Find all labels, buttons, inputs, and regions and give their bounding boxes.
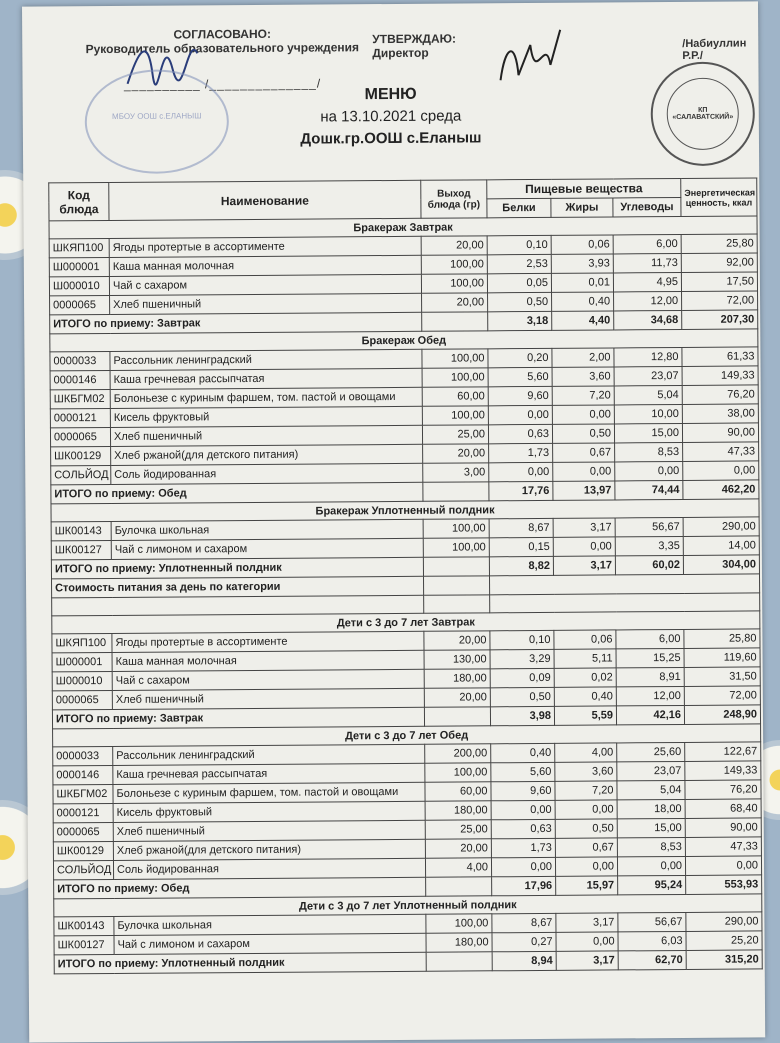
dish-code: ШК00129 bbox=[53, 841, 113, 860]
col-nutrients: Пищевые вещества bbox=[487, 178, 681, 198]
dish-fat: 7,20 bbox=[555, 781, 617, 800]
dish-fat: 0,00 bbox=[553, 537, 615, 556]
dish-protein: 0,50 bbox=[488, 292, 552, 311]
dish-protein: 0,10 bbox=[490, 630, 554, 649]
dish-energy: 76,20 bbox=[682, 385, 758, 405]
dish-carbs: 11,73 bbox=[613, 253, 681, 272]
dish-fat: 0,50 bbox=[555, 819, 617, 838]
total-label: ИТОГО по приему: Завтрак bbox=[52, 707, 424, 729]
dish-protein: 1,73 bbox=[489, 443, 553, 462]
dish-name: Соль йодированная bbox=[113, 858, 425, 879]
total-yield bbox=[422, 312, 488, 331]
dish-yield: 100,00 bbox=[421, 274, 487, 293]
dish-fat: 0,40 bbox=[554, 687, 616, 706]
dish-protein: 0,00 bbox=[491, 857, 555, 876]
menu-sheet bbox=[22, 1, 765, 1042]
dish-fat: 0,06 bbox=[551, 235, 613, 254]
dish-energy: 72,00 bbox=[682, 291, 758, 311]
dish-fat: 0,40 bbox=[552, 292, 614, 311]
cost-cell bbox=[423, 576, 489, 595]
dish-code: 0000121 bbox=[53, 803, 113, 822]
dish-fat: 7,20 bbox=[552, 386, 614, 405]
empty-cell bbox=[424, 595, 490, 613]
total-carbs: 95,24 bbox=[618, 875, 686, 894]
dish-fat: 3,93 bbox=[551, 254, 613, 273]
dish-code: ШК00143 bbox=[51, 521, 111, 540]
dish-code: ШКЯП100 bbox=[52, 633, 112, 652]
dish-name: Соль йодированная bbox=[111, 463, 423, 484]
dish-protein: 0,63 bbox=[488, 424, 552, 443]
dish-energy: 119,60 bbox=[684, 648, 760, 668]
dish-carbs: 23,07 bbox=[617, 761, 685, 780]
dish-yield: 180,00 bbox=[426, 933, 492, 952]
dish-name: Рассольник ленинградский bbox=[110, 349, 422, 370]
dish-name: Каша манная молочная bbox=[109, 255, 421, 276]
dish-carbs: 25,60 bbox=[617, 742, 685, 761]
dish-fat: 0,00 bbox=[552, 405, 614, 424]
total-fat: 15,97 bbox=[556, 876, 618, 895]
dish-fat: 0,00 bbox=[556, 932, 618, 951]
dish-name: Хлеб ржаной(для детского питания) bbox=[111, 444, 423, 465]
dish-carbs: 0,00 bbox=[615, 461, 683, 480]
dish-code: 0000121 bbox=[50, 408, 110, 427]
dish-yield: 20,00 bbox=[424, 631, 490, 650]
dish-code: ШК00127 bbox=[51, 540, 111, 559]
agreed-label: СОГЛАСОВАНО: bbox=[173, 26, 271, 42]
dish-name: Хлеб пшеничный bbox=[110, 293, 422, 314]
total-energy: 462,20 bbox=[683, 480, 759, 500]
menu-title: МЕНЮ bbox=[364, 85, 417, 104]
section-title: Дети с 3 до 7 лет Уплотненный полдник bbox=[54, 894, 762, 917]
dish-yield: 100,00 bbox=[422, 368, 488, 387]
dish-protein: 0,00 bbox=[491, 800, 555, 819]
dish-protein: 0,05 bbox=[487, 273, 551, 292]
dish-yield: 180,00 bbox=[424, 669, 490, 688]
dish-fat: 0,00 bbox=[553, 462, 615, 481]
dish-name: Чай с лимоном и сахаром bbox=[114, 933, 426, 954]
total-label: ИТОГО по приему: Уплотненный полдник bbox=[54, 952, 426, 974]
dish-code: ШКЯП100 bbox=[49, 238, 109, 257]
dish-name: Кисель фруктовый bbox=[110, 406, 422, 427]
dish-protein: 3,29 bbox=[490, 649, 554, 668]
dish-protein: 9,60 bbox=[488, 386, 552, 405]
total-carbs: 42,16 bbox=[616, 705, 684, 724]
dish-energy: 290,00 bbox=[683, 517, 759, 537]
dish-yield: 180,00 bbox=[425, 801, 491, 820]
signature-line: __________ /______________/ bbox=[123, 76, 322, 92]
dish-energy: 122,67 bbox=[685, 742, 761, 762]
total-protein: 17,96 bbox=[492, 876, 556, 895]
dish-name: Болоньезе с куриным фаршем, том. пастой и овощами bbox=[113, 782, 425, 803]
dish-carbs: 5,04 bbox=[617, 780, 685, 799]
total-fat: 5,59 bbox=[554, 706, 616, 725]
dish-carbs: 15,25 bbox=[616, 648, 684, 667]
dish-energy: 72,00 bbox=[684, 686, 760, 706]
dish-yield: 130,00 bbox=[424, 650, 490, 669]
dish-protein: 0,63 bbox=[491, 819, 555, 838]
dish-energy: 92,00 bbox=[681, 253, 757, 273]
total-energy: 553,93 bbox=[686, 875, 762, 895]
dish-carbs: 0,00 bbox=[617, 856, 685, 875]
dish-name: Чай с лимоном и сахаром bbox=[111, 538, 423, 559]
dish-energy: 14,00 bbox=[683, 536, 759, 556]
dish-code: ШКБГМ02 bbox=[53, 784, 113, 803]
menu-date: на 13.10.2021 среда bbox=[320, 107, 462, 126]
dish-fat: 3,60 bbox=[555, 762, 617, 781]
dish-fat: 0,00 bbox=[555, 857, 617, 876]
total-label: ИТОГО по приему: Завтрак bbox=[50, 312, 422, 334]
total-label: ИТОГО по приему: Уплотненный полдник bbox=[51, 557, 423, 579]
menu-body bbox=[49, 216, 762, 974]
col-name: Наименование bbox=[109, 180, 421, 220]
dish-yield: 100,00 bbox=[423, 538, 489, 557]
dish-code: 0000065 bbox=[50, 427, 110, 446]
total-fat: 4,40 bbox=[552, 311, 614, 330]
dish-protein: 0,20 bbox=[488, 348, 552, 367]
dish-code: Ш000001 bbox=[49, 257, 109, 276]
dish-fat: 0,00 bbox=[555, 800, 617, 819]
total-energy: 315,20 bbox=[686, 950, 762, 970]
total-yield bbox=[424, 707, 490, 726]
director-label: Директор bbox=[372, 45, 429, 61]
dish-name: Каша гречневая рассыпчатая bbox=[113, 763, 425, 784]
dish-energy: 47,33 bbox=[683, 442, 759, 462]
total-label: ИТОГО по приему: Обед bbox=[54, 877, 426, 899]
dish-energy: 90,00 bbox=[682, 423, 758, 443]
dish-carbs: 12,00 bbox=[614, 291, 682, 310]
dish-code: ШК00129 bbox=[51, 446, 111, 465]
dish-fat: 3,17 bbox=[556, 913, 618, 932]
dish-code: СОЛЬЙОД bbox=[53, 860, 113, 879]
dish-fat: 3,60 bbox=[552, 367, 614, 386]
total-protein: 8,82 bbox=[489, 556, 553, 575]
dish-energy: 76,20 bbox=[685, 780, 761, 800]
approve-label: УТВЕРЖДАЮ: bbox=[372, 31, 457, 47]
total-protein: 3,98 bbox=[490, 706, 554, 725]
col-fat: Жиры bbox=[551, 198, 613, 217]
dish-carbs: 4,95 bbox=[613, 272, 681, 291]
dish-code: СОЛЬЙОД bbox=[51, 465, 111, 484]
dish-fat: 0,67 bbox=[555, 838, 617, 857]
menu-place: Дошк.гр.ООШ с.Еланыш bbox=[300, 129, 482, 148]
dish-name: Ягоды протертые в ассортименте bbox=[112, 631, 424, 652]
director-name: /Набиуллин Р.Р./ bbox=[682, 37, 747, 62]
total-yield bbox=[426, 877, 492, 896]
dish-name: Чай с сахаром bbox=[109, 274, 421, 295]
dish-code: 0000065 bbox=[52, 690, 112, 709]
total-label: ИТОГО по приему: Обед bbox=[51, 482, 423, 504]
dish-protein: 2,53 bbox=[487, 254, 551, 273]
dish-yield: 3,00 bbox=[423, 463, 489, 482]
total-energy: 248,90 bbox=[684, 705, 760, 725]
dish-yield: 20,00 bbox=[423, 444, 489, 463]
dish-code: 0000033 bbox=[53, 746, 113, 765]
dish-fat: 0,06 bbox=[554, 630, 616, 649]
dish-fat: 0,02 bbox=[554, 668, 616, 687]
dish-energy: 38,00 bbox=[682, 404, 758, 424]
total-carbs: 74,44 bbox=[615, 480, 683, 499]
dish-energy: 149,33 bbox=[685, 761, 761, 781]
total-carbs: 60,02 bbox=[615, 555, 683, 574]
dish-protein: 0,10 bbox=[487, 235, 551, 254]
dish-yield: 25,00 bbox=[425, 820, 491, 839]
dish-energy: 47,33 bbox=[685, 837, 761, 857]
dish-fat: 3,17 bbox=[553, 518, 615, 537]
section-title: Бракераж Обед bbox=[50, 329, 758, 352]
dish-energy: 25,20 bbox=[686, 931, 762, 951]
dish-carbs: 12,80 bbox=[614, 347, 682, 366]
dish-energy: 61,33 bbox=[682, 347, 758, 367]
col-code: Код блюда bbox=[49, 182, 109, 220]
dish-code: Ш000010 bbox=[49, 276, 109, 295]
dish-energy: 149,33 bbox=[682, 366, 758, 386]
col-protein: Белки bbox=[487, 198, 551, 217]
section-title: Бракераж Уплотненный полдник bbox=[51, 499, 759, 522]
total-carbs: 62,70 bbox=[618, 950, 686, 969]
dish-protein: 0,00 bbox=[488, 405, 552, 424]
dish-name: Булочка школьная bbox=[114, 914, 426, 935]
dish-protein: 0,09 bbox=[490, 668, 554, 687]
dish-yield: 20,00 bbox=[424, 688, 490, 707]
dish-carbs: 18,00 bbox=[617, 799, 685, 818]
dish-name: Кисель фруктовый bbox=[113, 801, 425, 822]
dish-yield: 20,00 bbox=[425, 839, 491, 858]
dish-energy: 0,00 bbox=[685, 856, 761, 876]
dish-protein: 1,73 bbox=[491, 838, 555, 857]
dish-carbs: 8,53 bbox=[615, 442, 683, 461]
dish-carbs: 56,67 bbox=[615, 517, 683, 536]
empty-cell bbox=[490, 593, 760, 613]
dish-name: Рассольник ленинградский bbox=[113, 744, 425, 765]
total-carbs: 34,68 bbox=[614, 310, 682, 329]
dish-carbs: 56,67 bbox=[618, 912, 686, 931]
dish-carbs: 8,91 bbox=[616, 667, 684, 686]
school-stamp-text: МБОУ ООШ с.ЕЛАНЫШ bbox=[111, 111, 202, 121]
dish-protein: 0,27 bbox=[492, 932, 556, 951]
dish-name: Хлеб ржаной(для детского питания) bbox=[113, 839, 425, 860]
dish-yield: 20,00 bbox=[422, 293, 488, 312]
dish-yield: 25,00 bbox=[422, 425, 488, 444]
col-carbs: Углеводы bbox=[613, 197, 681, 216]
dish-carbs: 3,35 bbox=[615, 536, 683, 555]
dish-carbs: 6,00 bbox=[613, 234, 681, 253]
dish-fat: 0,01 bbox=[551, 273, 613, 292]
dish-fat: 5,11 bbox=[554, 649, 616, 668]
dish-yield: 20,00 bbox=[421, 236, 487, 255]
total-yield bbox=[426, 952, 492, 971]
dish-energy: 25,80 bbox=[681, 234, 757, 254]
dish-carbs: 12,00 bbox=[616, 686, 684, 705]
dish-yield: 100,00 bbox=[422, 406, 488, 425]
total-fat: 13,97 bbox=[553, 481, 615, 500]
dish-carbs: 5,04 bbox=[614, 385, 682, 404]
dish-code: ШКБГМ02 bbox=[50, 389, 110, 408]
dish-name: Каша манная молочная bbox=[112, 650, 424, 671]
menu-table bbox=[48, 177, 763, 974]
cost-label: Стоимость питания за день по категории bbox=[52, 576, 424, 598]
dish-protein: 5,60 bbox=[491, 762, 555, 781]
dish-yield: 60,00 bbox=[422, 387, 488, 406]
total-energy: 207,30 bbox=[682, 310, 758, 330]
dish-name: Ягоды протертые в ассортименте bbox=[109, 236, 421, 257]
total-protein: 8,94 bbox=[492, 951, 556, 970]
company-stamp-name: «САЛАВАТСКИЙ» bbox=[672, 113, 734, 122]
dish-carbs: 23,07 bbox=[614, 366, 682, 385]
dish-code: 0000146 bbox=[53, 765, 113, 784]
total-protein: 17,76 bbox=[489, 481, 553, 500]
dish-carbs: 8,53 bbox=[617, 837, 685, 856]
total-fat: 3,17 bbox=[553, 556, 615, 575]
dish-carbs: 15,00 bbox=[617, 818, 685, 837]
cost-value bbox=[489, 574, 759, 595]
dish-name: Чай с сахаром bbox=[112, 669, 424, 690]
dish-code: 0000065 bbox=[50, 295, 110, 314]
dish-code: 0000033 bbox=[50, 351, 110, 370]
dish-protein: 0,40 bbox=[491, 743, 555, 762]
section-title: Дети с 3 до 7 лет Обед bbox=[53, 724, 761, 747]
dish-energy: 90,00 bbox=[685, 818, 761, 838]
total-yield bbox=[423, 482, 489, 501]
dish-protein: 0,00 bbox=[489, 462, 553, 481]
dish-name: Хлеб пшеничный bbox=[110, 425, 422, 446]
dish-code: Ш000001 bbox=[52, 652, 112, 671]
dish-protein: 8,67 bbox=[489, 518, 553, 537]
dish-fat: 0,50 bbox=[552, 424, 614, 443]
total-energy: 304,00 bbox=[683, 555, 759, 575]
dish-energy: 25,80 bbox=[684, 629, 760, 649]
dish-fat: 0,67 bbox=[553, 443, 615, 462]
total-yield bbox=[423, 557, 489, 576]
dish-name: Хлеб пшеничный bbox=[113, 820, 425, 841]
section-title: Дети с 3 до 7 лет Завтрак bbox=[52, 611, 760, 634]
dish-name: Булочка школьная bbox=[111, 519, 423, 540]
dish-energy: 17,50 bbox=[681, 272, 757, 292]
dish-carbs: 15,00 bbox=[614, 423, 682, 442]
head-title: Руководитель образовательного учреждения bbox=[85, 40, 360, 57]
dish-name: Хлеб пшеничный bbox=[112, 688, 424, 709]
dish-code: ШК00143 bbox=[54, 916, 114, 935]
total-fat: 3,17 bbox=[556, 951, 618, 970]
dish-fat: 4,00 bbox=[555, 743, 617, 762]
dish-energy: 290,00 bbox=[686, 912, 762, 932]
dish-code: ШК00127 bbox=[54, 935, 114, 954]
dish-protein: 9,60 bbox=[491, 781, 555, 800]
col-yield: Выход блюда (гр) bbox=[421, 180, 487, 218]
total-protein: 3,18 bbox=[488, 311, 552, 330]
section-title: Бракераж Завтрак bbox=[49, 216, 757, 239]
dish-yield: 100,00 bbox=[423, 519, 489, 538]
dish-code: 0000146 bbox=[50, 370, 110, 389]
total-row bbox=[54, 950, 762, 974]
approve-block bbox=[372, 32, 456, 61]
dish-energy: 68,40 bbox=[685, 799, 761, 819]
dish-yield: 100,00 bbox=[421, 255, 487, 274]
dish-yield: 100,00 bbox=[426, 914, 492, 933]
dish-energy: 0,00 bbox=[683, 461, 759, 481]
company-stamp-kp: КП bbox=[698, 106, 708, 114]
dish-yield: 100,00 bbox=[422, 349, 488, 368]
dish-protein: 0,15 bbox=[489, 537, 553, 556]
dish-protein: 8,67 bbox=[492, 913, 556, 932]
dish-protein: 0,50 bbox=[490, 687, 554, 706]
dish-protein: 5,60 bbox=[488, 367, 552, 386]
dish-yield: 60,00 bbox=[425, 782, 491, 801]
dish-carbs: 6,00 bbox=[616, 629, 684, 648]
dish-code: 0000065 bbox=[53, 822, 113, 841]
dish-yield: 200,00 bbox=[425, 744, 491, 763]
dish-code: Ш000010 bbox=[52, 671, 112, 690]
dish-yield: 4,00 bbox=[425, 858, 491, 877]
dish-carbs: 6,03 bbox=[618, 931, 686, 950]
dish-carbs: 10,00 bbox=[614, 404, 682, 423]
dish-name: Болоньезе с куриным фаршем, том. пастой и овощами bbox=[110, 387, 422, 408]
dish-name: Каша гречневая рассыпчатая bbox=[110, 368, 422, 389]
dish-energy: 31,50 bbox=[684, 667, 760, 687]
dish-fat: 2,00 bbox=[552, 348, 614, 367]
col-energy: Энергетическая ценность, ккал bbox=[681, 178, 757, 217]
dish-yield: 100,00 bbox=[425, 763, 491, 782]
